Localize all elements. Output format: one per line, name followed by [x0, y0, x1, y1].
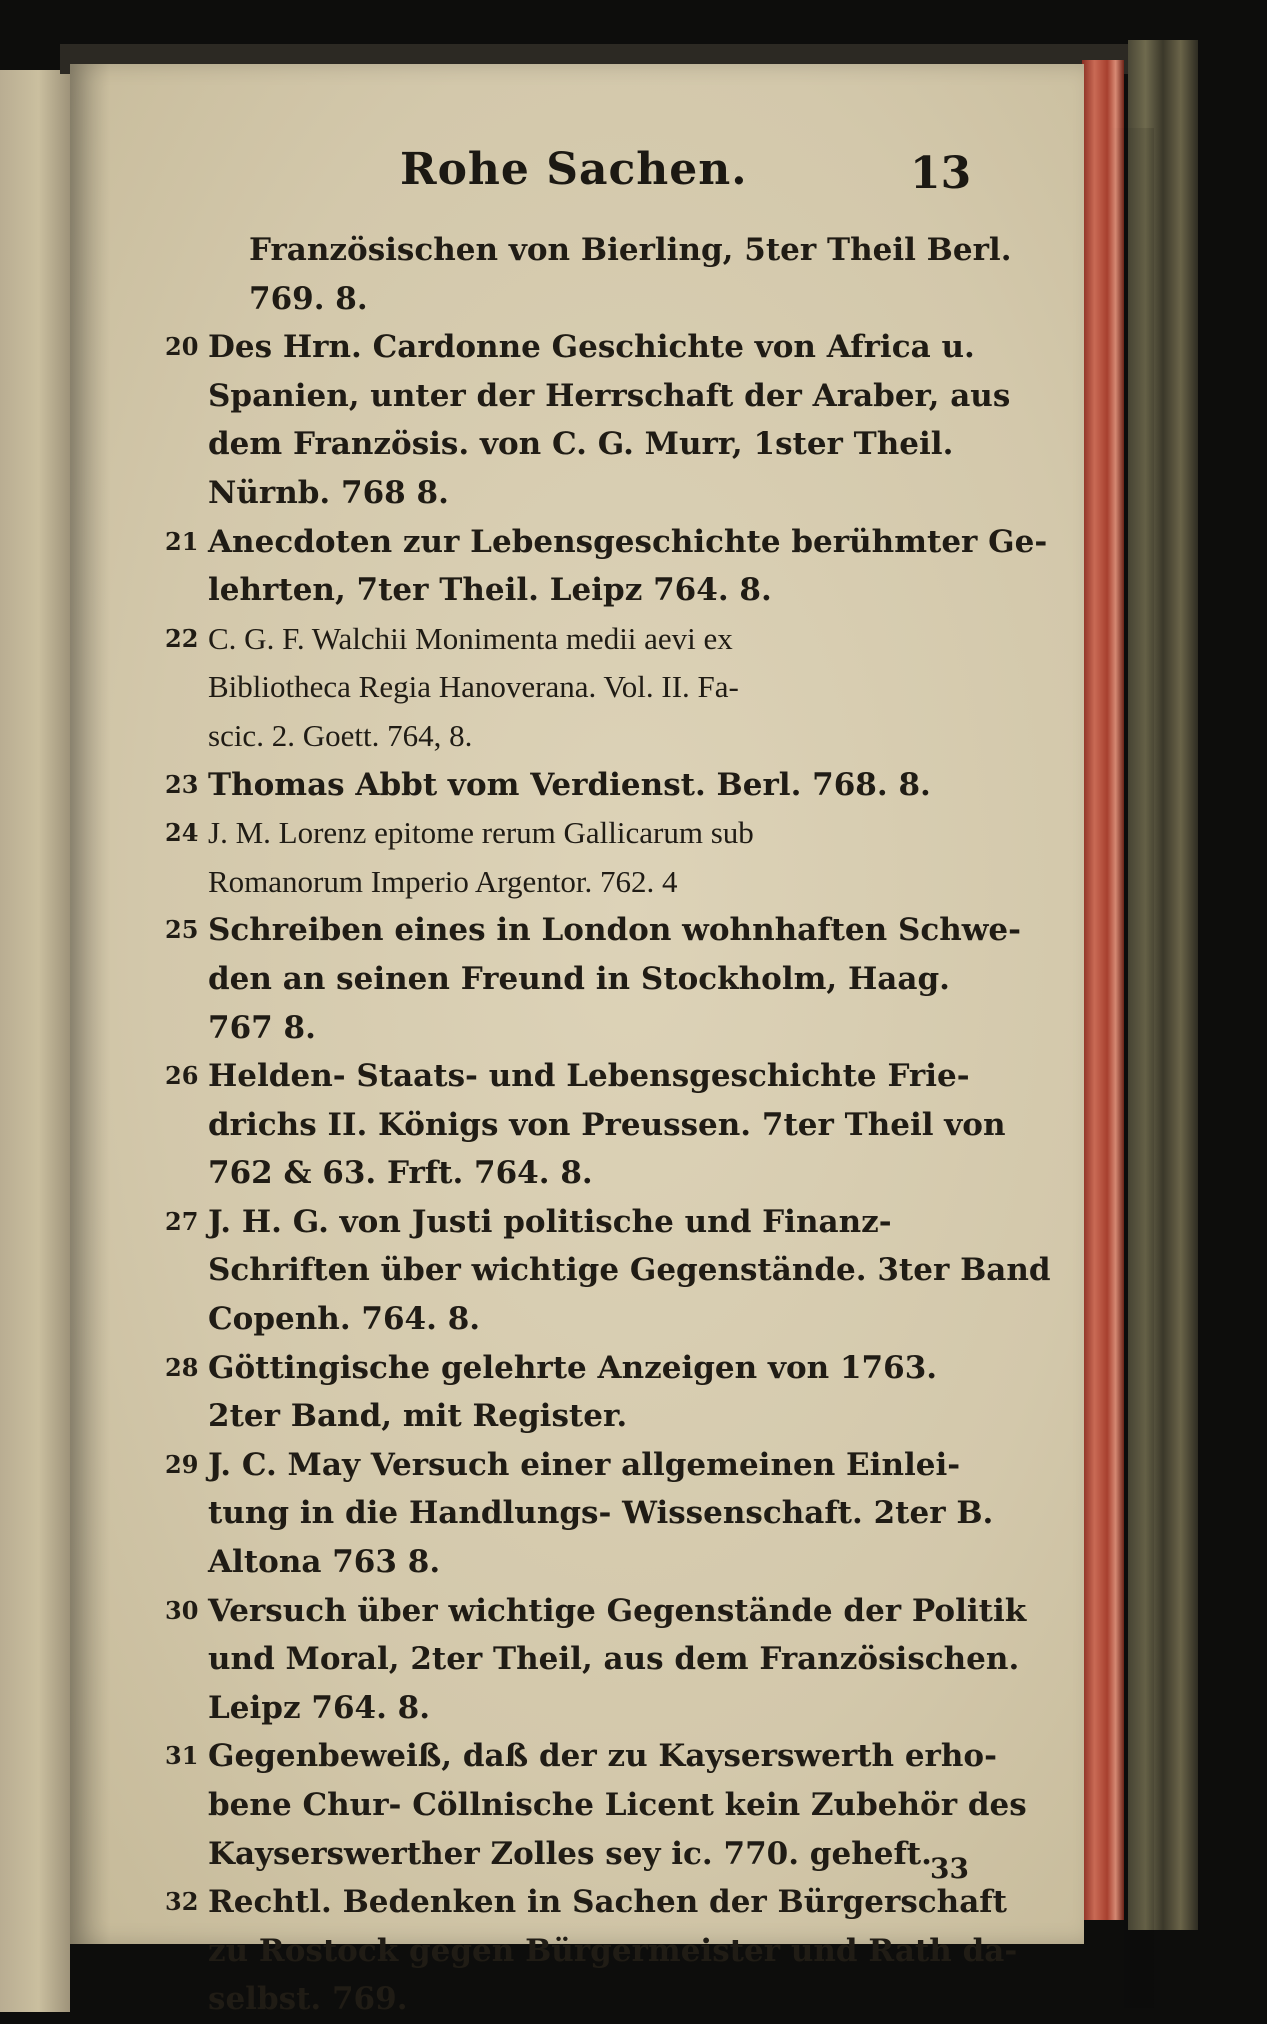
- text-line: [165, 1975, 1050, 2024]
- entry-text: lehrten, 7ter Theil. Leipz 764. 8.: [208, 572, 772, 609]
- page-edge-shadow: [1110, 128, 1154, 2008]
- text-line: [165, 1344, 1050, 1393]
- text-line: [165, 1587, 1050, 1636]
- entry-text: scic. 2. Goett. 764, 8.: [208, 717, 473, 753]
- text-line: [165, 1781, 1050, 1830]
- entry-number: 24: [165, 818, 199, 848]
- entry-number: 21: [165, 526, 199, 556]
- text-line: [165, 323, 1050, 372]
- text-line: [165, 1489, 1050, 1538]
- entry-text: Kayserswerther Zolles sey ic. 770. geheft.: [208, 1835, 932, 1872]
- text-line: [165, 518, 1050, 567]
- entry-text: Altona 763 8.: [208, 1544, 441, 1581]
- entry-text: Des Hrn. Cardonne Geschichte von Africa u.: [208, 329, 975, 366]
- text-line: [165, 761, 1050, 810]
- text-line: [165, 226, 1050, 275]
- entry-number: 30: [165, 1595, 199, 1625]
- text-line: [165, 809, 1050, 858]
- entry-text: C. G. F. Walchii Monimenta medii aevi ex: [208, 620, 733, 656]
- entry-text: Schriften über wichtige Gegenstände. 3ter Band: [208, 1252, 1051, 1289]
- entry-number: 31: [165, 1741, 199, 1771]
- entry-text: Spanien, unter der Herrschaft der Araber, aus: [208, 377, 1011, 414]
- page-number: 13: [910, 148, 972, 199]
- text-line: [165, 1295, 1050, 1344]
- text-line: [165, 372, 1050, 421]
- entry-text: bene Chur- Cöllnische Licent kein Zubehör des: [208, 1787, 1027, 1823]
- text-line: [165, 420, 1050, 469]
- text-line: [165, 1392, 1050, 1441]
- entry-text: J. M. Lorenz epitome rerum Gallicarum sub: [208, 815, 754, 851]
- text-line: [165, 1927, 1050, 1976]
- entry-number: 20: [165, 332, 199, 362]
- entry-number: 22: [165, 623, 199, 653]
- entry-number: 26: [165, 1061, 199, 1091]
- text-line: [165, 1684, 1050, 1733]
- entry-number: 32: [165, 1887, 199, 1917]
- entry-text: dem Französis. von C. G. Murr, 1ster Theil.: [208, 426, 954, 463]
- entry-text: 2ter Band, mit Register.: [208, 1398, 628, 1435]
- entry-text: den an seinen Freund in Stockholm, Haag.: [208, 960, 950, 997]
- text-line: [165, 1732, 1050, 1781]
- entry-text: drichs II. Königs von Preussen. 7ter Theil von: [208, 1106, 1006, 1143]
- text-line: [165, 1538, 1050, 1587]
- text-line: [165, 858, 1050, 907]
- entry-text: 767 8.: [208, 1009, 316, 1046]
- entry-number: 25: [165, 915, 199, 945]
- text-line: [165, 712, 1050, 761]
- text-line: [165, 1149, 1050, 1198]
- entry-text: Copenh. 764. 8.: [208, 1301, 481, 1338]
- text-line: [165, 906, 1050, 955]
- entry-text: Gegenbeweiß, daß der zu Kayserswerth erho-: [208, 1738, 997, 1775]
- text-line: [165, 615, 1050, 664]
- entry-text: Versuch über wichtige Gegenstände der Politik: [208, 1592, 1027, 1629]
- page-gutter-shadow: [70, 64, 110, 1944]
- entry-text: Schreiben eines in London wohnhaften Schwe-: [208, 912, 1022, 949]
- text-line: [165, 275, 1050, 324]
- entry-text: tung in die Handlungs- Wissenschaft. 2ter B.: [208, 1495, 994, 1532]
- entry-text: J. C. May Versuch einer allgemeinen Einlei-: [208, 1446, 961, 1483]
- entry-text: selbst. 769.: [208, 1981, 408, 2018]
- text-line: [165, 1441, 1050, 1490]
- entry-text: Rechtl. Bedenken in Sachen der Bürgerschaft: [208, 1884, 1007, 1921]
- entry-text: Leipz 764. 8.: [208, 1689, 431, 1726]
- entry-text: Thomas Abbt vom Verdienst. Berl. 768. 8.: [208, 766, 931, 803]
- text-line: [165, 1878, 1050, 1927]
- text-line: [165, 1830, 1050, 1879]
- entry-number: 29: [165, 1449, 199, 1479]
- text-line: [165, 663, 1050, 712]
- entry-number: 23: [165, 769, 199, 799]
- text-line: [165, 566, 1050, 615]
- entry-text: zu Rostock gegen Bürgermeister und Rath da-: [208, 1932, 1018, 1969]
- entry-text: J. H. G. von Justi politische und Finanz-: [208, 1203, 892, 1240]
- catchword: 33: [930, 1852, 969, 1885]
- entry-text: Göttingische gelehrte Anzeigen von 1763.: [208, 1349, 938, 1386]
- entry-number: 28: [165, 1352, 199, 1382]
- catalog-entries: [165, 226, 1050, 2024]
- page-title: Rohe Sachen.: [400, 144, 748, 195]
- entry-text: und Moral, 2ter Theil, aus dem Französischen.: [208, 1641, 1020, 1678]
- entry-text: Anecdoten zur Lebensgeschichte berühmter Ge-: [208, 523, 1048, 560]
- entry-text: Romanorum Imperio Argentor. 762. 4: [208, 863, 678, 899]
- text-line: [165, 955, 1050, 1004]
- entry-number: 27: [165, 1206, 199, 1236]
- entry-text: 769. 8.: [249, 280, 368, 317]
- running-header: [70, 136, 1084, 199]
- text-line: [165, 1101, 1050, 1150]
- text-line: [165, 1052, 1050, 1101]
- entry-text: Bibliotheca Regia Hanoverana. Vol. II. Fa-: [208, 669, 739, 705]
- text-line: [165, 1246, 1050, 1295]
- text-line: [165, 1635, 1050, 1684]
- entry-text: Helden- Staats- und Lebensgeschichte Frie-: [208, 1058, 970, 1095]
- book-page: [70, 64, 1084, 2018]
- text-line: [165, 1004, 1050, 1053]
- entry-text: Nürnb. 768 8.: [208, 474, 449, 511]
- text-line: [165, 1198, 1050, 1247]
- left-page-edge: [0, 70, 70, 2012]
- entry-text: Französischen von Bierling, 5ter Theil Berl.: [249, 232, 1012, 268]
- entry-text: 762 & 63. Frft. 764. 8.: [208, 1155, 593, 1192]
- text-line: [165, 469, 1050, 518]
